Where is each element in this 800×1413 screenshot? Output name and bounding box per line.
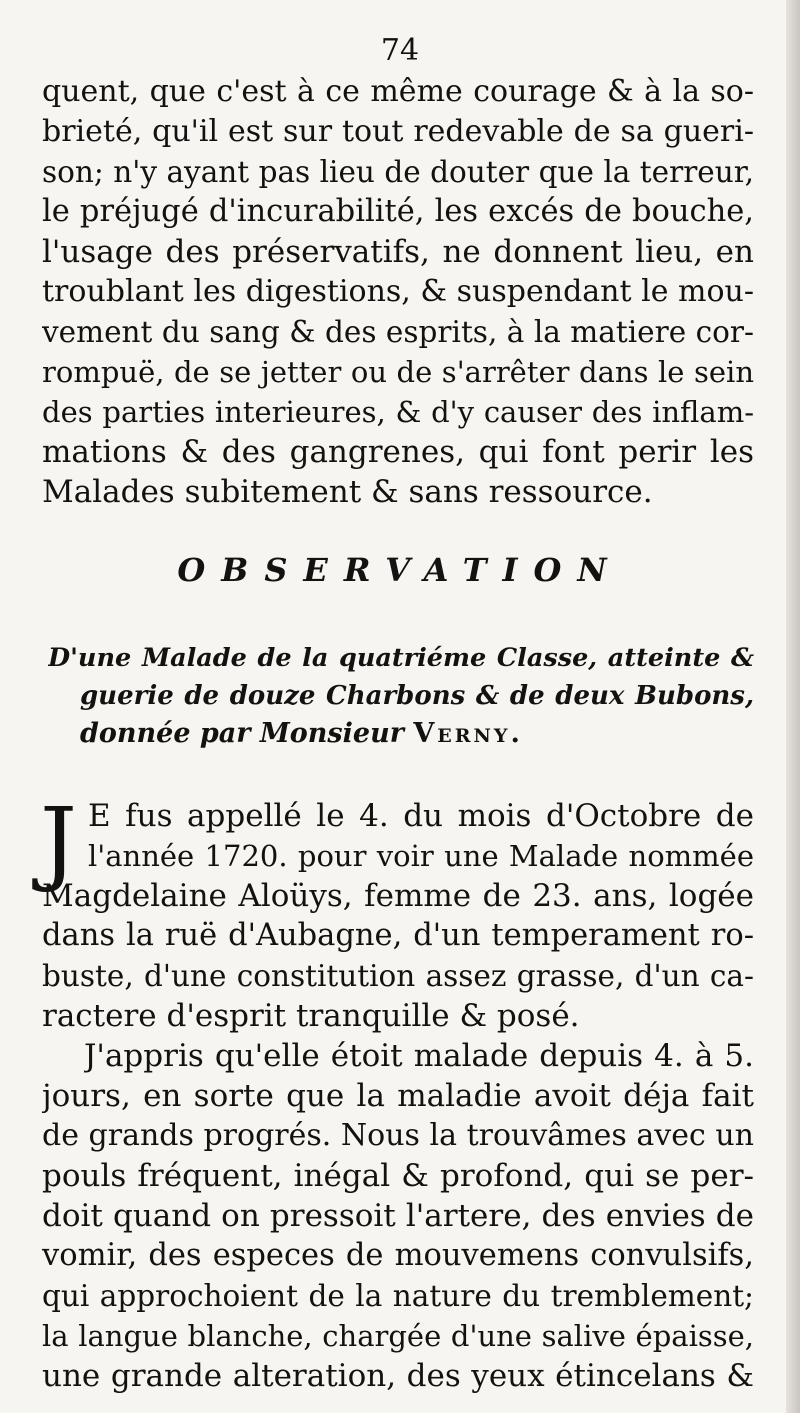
text-line: des parties interieures, & d'y causer des inflam-: [42, 395, 754, 429]
subtitle-line: [80, 716, 754, 752]
subtitle-line: D'une Malade de la quatriéme Classe, atteinte &: [48, 643, 754, 673]
text-line: une grande alteration, des yeux étincelans &: [42, 1358, 754, 1394]
text-line: dans la ruë d'Aubagne, d'un temperament ro-: [42, 918, 754, 953]
text-line: le préjugé d'incurabilité, les excés de bouche,: [42, 194, 754, 229]
text-line: E fus appellé le 4. du mois d'Octobre de: [88, 798, 754, 834]
text-line: ractere d'esprit tranquille & posé.: [42, 998, 580, 1034]
text-line: Malades subitement & sans ressource.: [42, 474, 653, 510]
drop-cap: J: [40, 788, 77, 895]
author-name: Verny.: [413, 718, 523, 749]
subtitle-credit: donnée par Monsieur: [80, 718, 404, 749]
text-line: la langue blanche, chargée d'une salive épaisse,: [42, 1319, 754, 1353]
text-line: buste, d'une constitution assez grasse, d'un ca-: [42, 959, 754, 993]
text-line: rompuë, de se jetter ou de s'arrêter dans le sein: [42, 355, 754, 389]
text-line: l'usage des préservatifs, ne donnent lieu, en: [42, 234, 754, 270]
text-line: troublant les digestions, & suspendant le mou-: [42, 274, 754, 309]
text-line: doit quand on pressoit l'artere, des envies de: [42, 1198, 754, 1234]
text-line: brieté, qu'il est sur tout redevable de sa gueri-: [42, 114, 754, 149]
section-heading: OBSERVATION: [177, 551, 623, 589]
page-number: 74: [380, 33, 420, 68]
text-line: quent, que c'est à ce même courage & à la so-: [42, 74, 754, 109]
text-line: pouls fréquent, inégal & profond, qui se per-: [42, 1158, 754, 1194]
text-line: Magdelaine Aloüys, femme de 23. ans, logée: [42, 878, 754, 914]
text-line: mations & des gangrenes, qui font perir les: [42, 434, 754, 470]
text-line: vomir, des especes de mouvemens convulsifs,: [42, 1238, 754, 1273]
text-line: son; n'y ayant pas lieu de douter que la terreur,: [42, 155, 754, 189]
text-line: qui approchoient de la nature du tremblement;: [42, 1279, 754, 1313]
text-line: vement du sang & des esprits, à la matiere cor-: [42, 315, 754, 349]
text-line: l'année 1720. pour voir une Malade nommée: [88, 839, 754, 873]
page-edge: [786, 0, 800, 1413]
subtitle-line: guerie de douze Charbons & de deux Bubons,: [80, 681, 754, 711]
text-line: jours, en sorte que la maladie avoit déja fait: [42, 1078, 754, 1114]
text-line: de grands progrés. Nous la trouvâmes avec un: [42, 1118, 754, 1153]
text-line: J'appris qu'elle étoit malade depuis 4. à 5.: [84, 1038, 754, 1074]
